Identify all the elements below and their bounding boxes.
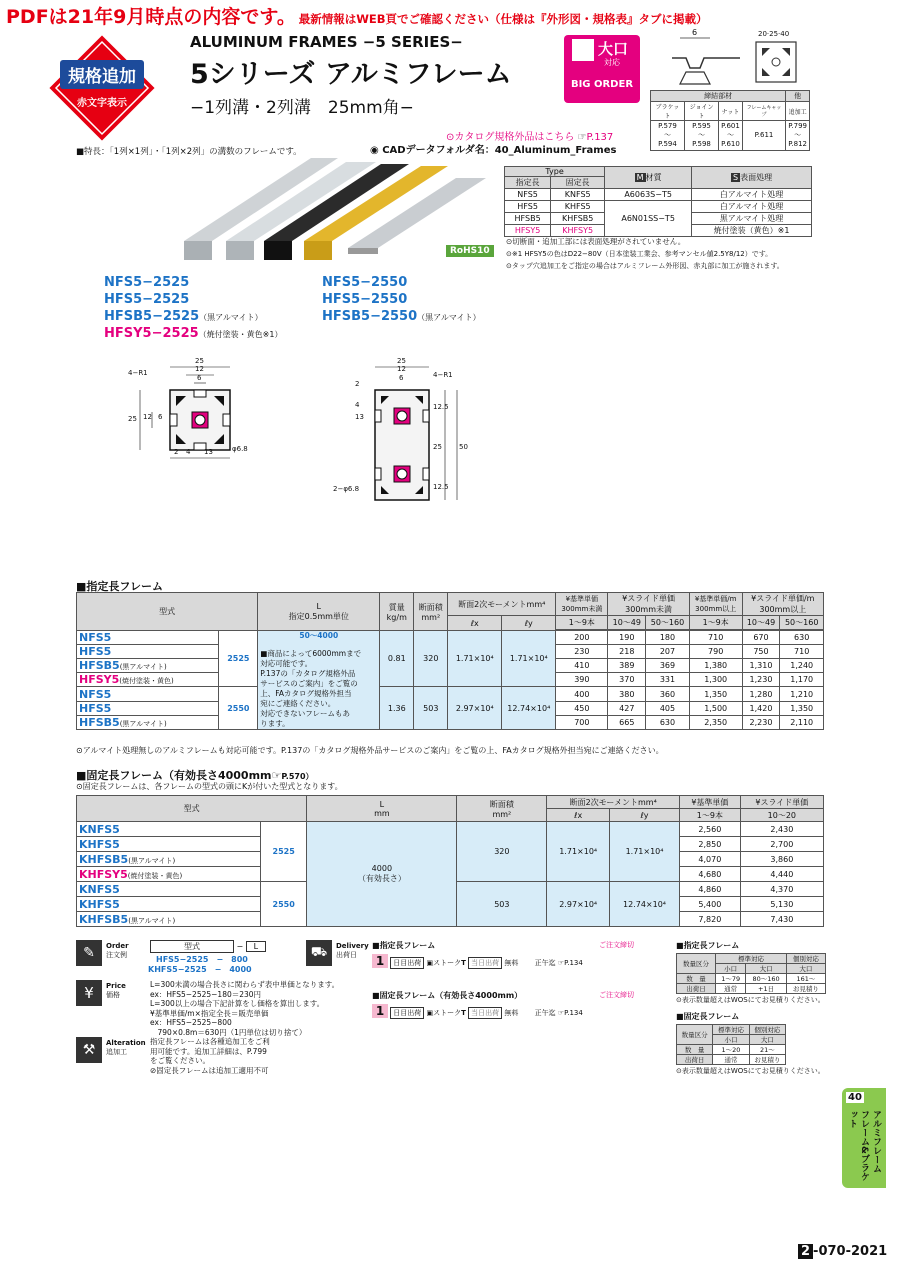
price-cell: 2,430 [740,822,823,837]
dim: 4 [186,448,191,456]
price-cell: 410 [556,659,608,673]
badge-line2: 赤文字表示 [77,98,127,109]
price-cell: 400 [556,687,608,702]
col-head: L 指定0.5mm単位 [258,593,380,631]
pin-icon: ⊙ [446,132,455,143]
rohs-badge: RoHS10 [446,245,494,257]
price-cell: 1,420 [742,702,780,716]
price-cell: 4,440 [740,867,823,882]
model-cell: NFS5 [77,631,219,645]
area-cell: 503 [414,687,448,730]
type-cell: KNFS5 [551,189,605,201]
qty-table: 数量区分 標準対応 個別対応 小口 大口 数 量 1〜20 21〜 出荷日 通常 お見積り [676,1024,786,1065]
surface-head: S 表面処理 [692,167,812,189]
size-cell: 2550 [261,882,307,927]
col-head: ℓy [609,809,679,822]
stock-icon: ▣ [426,959,434,967]
qty-head: 50〜160 [780,616,824,630]
dim: 13 [204,448,213,456]
model-cell: KHFSB5(黒アルマイト) [77,912,261,927]
profile-illustration [650,28,810,90]
model-name: HFS5−2525 [104,292,190,307]
price-section: ¥ Price 価格 L=300未満の場合長さに関わらず表中単価となります。 ex：HFS5−2525−180＝230円 L=300以上の場合下記計算をし価格を算出します。 ¥基準単価/m×指定全長＝販売単価 ex：HFS5−2525−800 790×0.8m＝630円（1円単位は切り捨て） [76,980,366,1040]
dim: 2 [174,448,179,456]
table-row [77,822,824,837]
price-cell: 710 [689,631,742,645]
related-head: ブラケット [651,102,685,121]
col-head: 断面積 mm² [457,796,547,822]
features-text: ■特長：「1列×1列」・「1列×2列」の溝数のフレームです。 [76,147,302,157]
price-cell: 390 [556,673,608,687]
dim: 4−R1 [433,371,453,379]
dim: 25 [397,357,406,365]
mass-cell: 1.36 [380,687,414,730]
col-head: ¥スライド単価 300mm未満 [608,593,689,616]
related-head: 追加工 [786,102,810,121]
price-cell: 218 [608,645,646,659]
qty-head: 1〜9本 [689,616,742,630]
related-page-link[interactable]: P.611 [742,121,785,151]
big-order-label: BIG ORDER [570,79,634,90]
price-cell: 1,280 [742,687,780,702]
col-head: ¥基準単価 300mm未満 [556,593,608,616]
iy-cell: 12.74×10⁴ [502,687,556,730]
price-cell: 207 [646,645,690,659]
yen-icon: ¥ [76,980,102,1006]
price-cell: 369 [646,659,690,673]
qty-head: 標準対応 [713,1025,749,1035]
model-cell: NFS5 [77,687,219,702]
table-row [77,687,824,702]
col-head: 断面2次モーメントmm⁴ [448,593,556,616]
price-cell: 450 [556,702,608,716]
price-cell: 1,300 [689,673,742,687]
area-cell: 320 [457,822,547,882]
order-icon: ✎ [76,940,102,966]
dim: 12 [195,365,204,373]
model-name: NFS5−2525 [104,275,190,290]
product-photo [76,156,496,266]
price-cell: 1,170 [780,673,824,687]
dim: 12.5 [433,403,449,411]
badge-line1: 規格追加 [60,60,144,89]
fixed-table-title: ■ 固定長フレーム（有効長さ4000mm☞P.570） [76,767,314,783]
truck-icon: ⛟ [306,940,332,966]
price-cell: 427 [608,702,646,716]
col-head: ¥基準単価 [680,796,741,809]
fixed-length-table [76,795,824,927]
qty-head: 10〜49 [742,616,780,630]
dim: φ6.8 [232,445,248,453]
big-order-badge [564,35,640,103]
model-cell: KHFS5 [77,837,261,852]
col-head: 断面2次モーメントmm⁴ [547,796,680,809]
price-cell: 4,070 [680,852,741,867]
dim: 12 [397,365,406,373]
length-cell: 50〜4000 ■商品によって6000mmまで 対応可能です。 P.137の「カタログ規格外品 サービスのご案内」をご覧の 上、FAカタログ規格外担当 宛にご連絡ください。 対応できないフレームもあ ります。 [258,631,380,730]
dim: 6 [158,413,163,421]
price-cell: 1,240 [780,659,824,673]
note-line: ⊙※1 HFSY5の色はD22−80V（日本塗装工業会、参考マンセル値2.5Y8/12）です。 [506,250,773,258]
size-cell: 2550 [219,687,258,730]
models-left: NFS5−2525 HFS5−2525 HFSB5−2525（黒アルマイト） HFSY5−2525（焼付塗装・黄色※1） [104,275,283,341]
alteration-section: ⚒ Alteration 追加工 指定長フレームは各種追加工をご利 用可能です。追加工詳細は、P.799 をご覧ください。 ⊘固定長フレームは追加工適用不可 [76,1037,366,1079]
header-sub: −1列溝・2列溝 25mm角− [190,98,414,118]
order-head: L [246,941,266,952]
qty-table: 数量区分 標準対応 個別対応 小口 大口 大口 数 量 1〜79 80〜160 161〜 出荷日 通常 +1日 お見積り [676,953,826,994]
type-cell: 白アルマイト処理 [692,201,812,213]
order-row: HFS5−2525 − 800 [156,955,248,964]
price-cell: 331 [646,673,690,687]
price-cell: 1,350 [780,702,824,716]
header-jp: 5シリーズ アルミフレーム [190,59,512,90]
type-cell: KHFSB5 [551,213,605,225]
price-cell: 380 [608,687,646,702]
fixed-note: ⊙固定長フレームは、各フレームの型式の頭にKが付いた型式となります。 [76,782,343,791]
banner-sub: 最新情報はWEB頁でご確認ください（仕様は『外形図・規格表』タブに掲載） [298,12,708,26]
page-ref-icon: ☞ [577,132,587,143]
col-head: 10〜20 [740,809,823,822]
price-cell: 370 [608,673,646,687]
dim: 13 [355,413,364,421]
related-page-link[interactable]: P.799 〜 P.812 [786,121,810,151]
size-cell: 2525 [261,822,307,882]
fixed-head: 固定長 [551,177,605,189]
iy-cell: 1.71×10⁴ [609,822,679,882]
type-cell: KHFS5 [551,201,605,213]
price-cell: 4,370 [740,882,823,897]
profile-dim-6: 6 [692,28,698,37]
related-col1: 締結部材 [651,91,786,102]
model-name: HFSY5−2525 [104,326,199,341]
type-cell: NFS5 [505,189,551,201]
catalog-link-page: P.137 [586,132,614,143]
type-cell: 焼付塗装（黄色）※1 [692,225,812,237]
related-col2: 他 [786,91,810,102]
type-cell: HFS5 [505,201,551,213]
col-head: ℓy [502,616,556,631]
price-cell: 2,110 [780,716,824,730]
frames-photo-shape [76,156,496,266]
catalog-link-text: カタログ規格外品はこちら [454,132,575,143]
related-page-link[interactable]: P.595 〜 P.598 [684,121,718,151]
type-cell: HFSB5 [505,213,551,225]
qty-head: 1〜9本 [556,616,608,630]
qty-head: 個別対応 [749,1025,785,1035]
area-cell: 320 [414,631,448,687]
dim: 50 [459,443,468,451]
type-cell: A6063S−T5 [605,189,692,201]
col-head: ¥スライド単価/m 300mm以上 [742,593,823,616]
spec-table-title: ■ 指定長フレーム [76,578,163,594]
qty-head: 標準対応 [716,954,787,964]
drawing-2525 [120,355,280,465]
length-cell: 4000 （有効長さ） [307,822,457,927]
dim: 25 [128,415,137,423]
price-cell: 790 [689,645,742,659]
note-line: ⊙切断面・追加工部には表面処理がされていません。 [506,237,686,246]
price-cell: 389 [608,659,646,673]
col-head: ℓx [547,809,610,822]
material-head: M 材質 [605,167,692,189]
dim: 4 [355,401,360,409]
model-cell: KNFS5 [77,822,261,837]
qty-head: 数量区分 [677,1025,713,1045]
col-head: 1〜9本 [680,809,741,822]
price-cell: 5,130 [740,897,823,912]
stock-icon: ▣ [426,1009,434,1017]
price-cell: 700 [556,716,608,730]
price-cell: 405 [646,702,690,716]
price-cell: 710 [780,645,824,659]
model-cell: HFSY5(焼付塗装・黄色) [77,673,219,687]
page-header [190,33,512,118]
price-cell: 670 [742,631,780,645]
model-cell: KHFSY5(焼付塗装・黄色) [77,867,261,882]
type-cell: KHFSY5 [551,225,605,237]
related-parts-table [650,90,810,151]
ix-cell: 1.71×10⁴ [448,631,502,687]
dim: 25 [433,443,442,451]
price-cell: 7,820 [680,912,741,927]
area-cell: 503 [457,882,547,927]
qty-section: ■指定長フレーム 数量区分 標準対応 個別対応 小口 大口 大口 数 量 1〜79 80〜160 161〜 出荷日 通常 +1日 お見積り ⊙表示数量超えはWOSにてお見積りください。 ■固定長フレーム 数量区分 標準対応 個別対応 小口 大口 数 量 1〜20 21〜 出荷日 通常 お見積り ⊙表示数量超えはWOSにてお見積りください。 [676,941,825,1075]
model-name: NFS5−2550 [322,275,408,290]
col-head: ℓx [448,616,502,631]
col-head: ¥スライド単価 [740,796,823,809]
order-row: KHFS5−2525 − 4000 [148,965,252,974]
price-cell: 2,230 [742,716,780,730]
price-cell: 2,850 [680,837,741,852]
page-number: 2 -070-2021 [798,1244,887,1259]
dim: 2 [355,380,360,388]
profile-dim-frame: 20·25·40 [758,30,790,38]
side-tab-num: 40 [846,1092,864,1103]
delivery-section: ⛟ Delivery 出荷日 ■指定長フレーム ご注文締切 1 日目出荷 ▣ストークT 当日出荷 無料 正午迄 ☞P.134 ■固定長フレーム（有効長さ4000mm） ご注文締切 1 日目出荷 ▣ストークT 当日出荷 無料 正午迄 ☞P.134 [306,940,636,1030]
header-en: ALUMINUM FRAMES −5 SERIES− [190,33,463,51]
models-right: NFS5−2550 HFS5−2550 HFSB5−2550（黒アルマイト） [322,275,481,324]
delivery-block: ■固定長フレーム（有効長さ4000mm） ご注文締切 1 日目出荷 ▣ストークT 当日出荷 無料 正午迄 ☞P.134 [372,991,634,1018]
model-cell: KNFS5 [77,882,261,897]
ix-cell: 1.71×10⁴ [547,822,610,882]
cad-folder [370,141,616,156]
dim: 12.5 [433,483,449,491]
cd-icon: ◉ [370,145,379,156]
price-cell: 1,310 [742,659,780,673]
order-head: 型式 [150,940,234,953]
side-tab-text: アルミフレーム フレーム&ブラケット [847,1110,881,1182]
drill-icon: ⚒ [76,1037,102,1063]
ix-cell: 2.97×10⁴ [448,687,502,730]
dim: 2−φ6.8 [333,485,360,493]
big-order-kanji: 大口 [598,40,629,58]
related-head: ナット [719,102,743,121]
col-head: 型式 [77,796,307,822]
related-page-link[interactable]: P.579 〜 P.594 [651,121,685,151]
type-cell: 黒アルマイト処理 [692,213,812,225]
type-cell: A6N01SS−T5 [605,201,692,237]
spec-head: 指定長 [505,177,551,189]
related-head: フレームキャップ [742,102,785,121]
related-page-link[interactable]: P.601 〜 P.610 [719,121,743,151]
spec-added-badge [46,32,158,144]
related-head: ジョイント [684,102,718,121]
price-cell: 2,700 [740,837,823,852]
price-cell: 1,230 [742,673,780,687]
price-cell: 3,860 [740,852,823,867]
price-cell: 2,560 [680,822,741,837]
price-cell: 4,860 [680,882,741,897]
price-cell: 1,380 [689,659,742,673]
top-banner [6,2,896,28]
order-section: ✎ Order 注文例 型式 − L HFS5−2525 − 800 KHFS5−2525 − 4000 [76,940,366,976]
price-cell: 190 [608,631,646,645]
ix-cell: 2.97×10⁴ [547,882,610,927]
model-cell: HFS5 [77,702,219,716]
side-tab[interactable] [842,1088,886,1188]
price-cell: 360 [646,687,690,702]
section-2550-shape [345,355,485,515]
dim: 6 [197,374,202,382]
spec-footnote: ⊙アルマイト処理無しのアルミフレームも対応可能です。P.137の「カタログ規格外品サービスのご案内」をご覧の上、FAカタログ規格外担当宛にご連絡ください。 [76,746,664,755]
box-icon [572,39,594,61]
type-head: Type [505,167,605,177]
dim: 4−R1 [128,369,148,377]
price-cell: 230 [556,645,608,659]
model-name: HFS5−2550 [322,292,408,307]
type-cell: 白アルマイト処理 [692,189,812,201]
price-cell: 665 [608,716,646,730]
dim: 12 [143,413,152,421]
big-order-taio: 対応 [604,58,620,67]
model-cell: KHFSB5(黒アルマイト) [77,852,261,867]
iy-cell: 1.71×10⁴ [502,631,556,687]
col-head: 質量 kg/m [380,593,414,631]
model-cell: KHFS5 [77,897,261,912]
price-cell: 200 [556,631,608,645]
table-row [77,631,824,645]
qty-head: 50〜160 [646,616,690,630]
qty-head: 数量区分 [677,954,716,974]
price-cell: 1,350 [689,687,742,702]
price-cell: 180 [646,631,690,645]
spec-length-table [76,592,824,730]
price-cell: 1,500 [689,702,742,716]
price-cell: 7,430 [740,912,823,927]
price-cell: 2,350 [689,716,742,730]
type-cell: HFSY5 [505,225,551,237]
qty-head: 個別対応 [786,954,825,964]
price-cell: 630 [646,716,690,730]
note-line: ⊙タップ穴追加工をご指定の場合はアルミフレーム外形図、赤丸部に加工が施されます。 [506,262,784,270]
price-cell: 1,210 [780,687,824,702]
size-cell: 2525 [219,631,258,687]
cad-text: CADデータフォルダ名：40_Aluminum_Frames [382,145,617,156]
dim: 25 [195,357,204,365]
qty-head: 10〜49 [608,616,646,630]
col-head: 断面積 mm² [414,593,448,631]
iy-cell: 12.74×10⁴ [609,882,679,927]
col-head: L mm [307,796,457,822]
model-name: HFSB5−2550 [322,309,418,324]
dim: 6 [399,374,404,382]
mass-cell: 0.81 [380,631,414,687]
model-cell: HFS5 [77,645,219,659]
price-cell: 750 [742,645,780,659]
type-table [504,166,812,237]
delivery-block: ■指定長フレーム ご注文締切 1 日目出荷 ▣ストークT 当日出荷 無料 正午迄 ☞P.134 [372,941,634,968]
model-cell: HFSB5(黒アルマイト) [77,659,219,673]
model-cell: HFSB5(黒アルマイト) [77,716,219,730]
price-cell: 630 [780,631,824,645]
col-head: 型式 [77,593,258,631]
drawing-2550 [333,355,485,515]
price-cell: 4,680 [680,867,741,882]
type-notes [506,236,816,272]
col-head: ¥基準単価/m 300mm以上 [689,593,742,616]
banner-main: PDFは21年9月時点の内容です。 [6,6,296,28]
price-cell: 5,400 [680,897,741,912]
model-name: HFSB5−2525 [104,309,200,324]
